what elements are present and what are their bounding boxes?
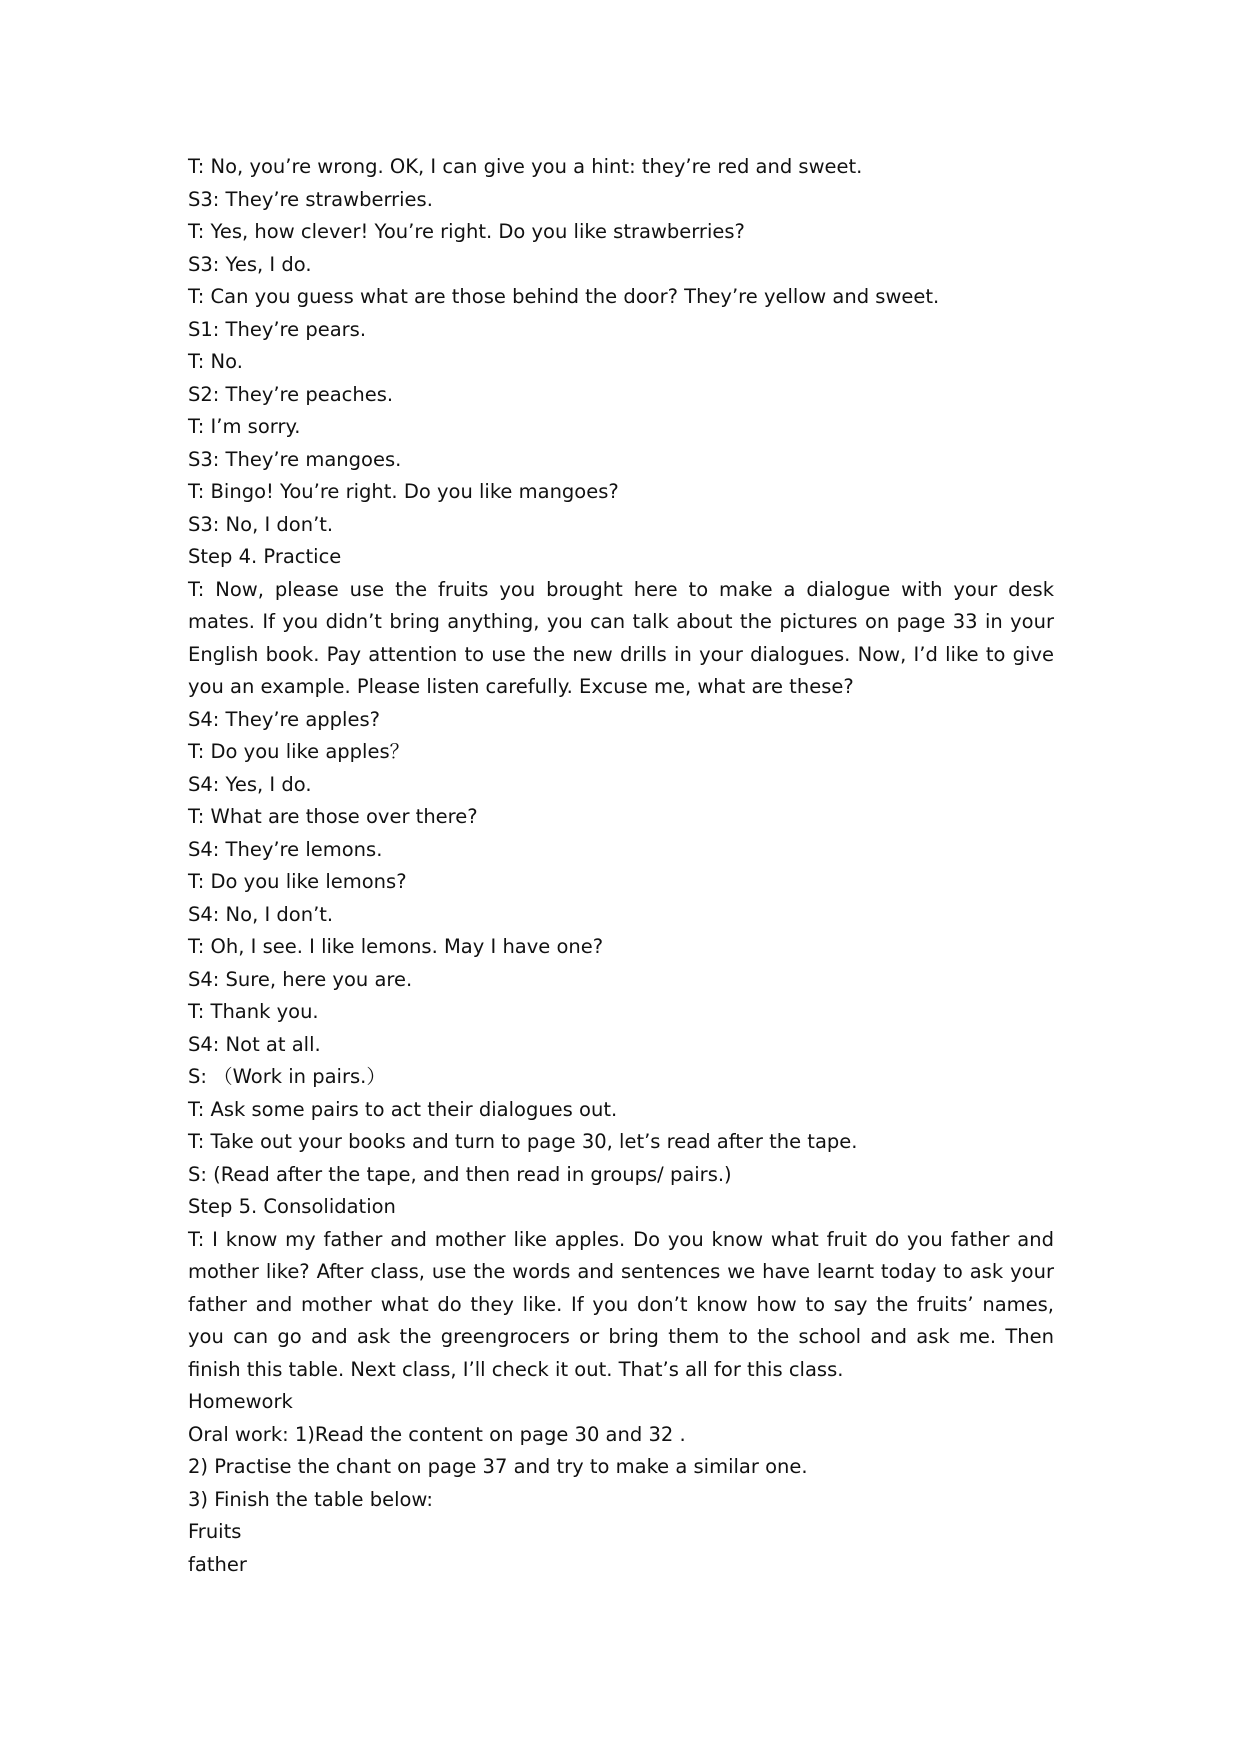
text-line: T: No, you’re wrong. OK, I can give you a hint: they’re red and sweet. — [188, 155, 863, 178]
section-heading-homework: Homework — [188, 1390, 293, 1413]
text-line: S3: They’re mangoes. — [188, 447, 402, 471]
text-line: T: What are those over there? — [188, 805, 478, 828]
text-line: T: No. — [188, 350, 243, 373]
text-line: T: Do you like lemons? — [188, 870, 407, 893]
table-row-label-fruits: Fruits — [188, 1520, 242, 1543]
text-line: T: Oh, I see. I like lemons. May I have one? — [188, 935, 604, 958]
text-line: T: I’m sorry. — [188, 415, 301, 438]
homework-block — [188, 1386, 1054, 1581]
text-line: Oral work: 1)Read the content on page 30 and 32 . — [188, 1422, 686, 1446]
document-page — [188, 151, 1054, 1581]
text-line: S4: They’re apples? — [188, 707, 380, 731]
text-line: S4: Not at all. — [188, 1032, 321, 1056]
text-line: S4: Sure, here you are. — [188, 967, 413, 991]
text-line: 2) Practise the chant on page 37 and try to make a similar one. — [188, 1455, 808, 1478]
text-line: S4: They’re lemons. — [188, 837, 383, 861]
text-line: S: （Work in pairs.） — [188, 1065, 386, 1088]
text-line: T: Yes, how clever! You’re right. Do you like strawberries? — [188, 220, 745, 243]
text-line: T: Can you guess what are those behind the door? They’re yellow and sweet. — [188, 285, 940, 308]
dialogue-block-2 — [188, 704, 1054, 1224]
text-line: S4: No, I don’t. — [188, 902, 334, 926]
text-line: T: Take out your books and turn to page 30, let’s read after the tape. — [188, 1130, 858, 1153]
text-line: S3: They’re strawberries. — [188, 187, 433, 211]
section-heading-consolidation: Step 5. Consolidation — [188, 1195, 396, 1218]
dialogue-block-1 — [188, 151, 1054, 574]
text-line: T: Bingo! You’re right. Do you like mangoes? — [188, 480, 619, 503]
text-line: S4: Yes, I do. — [188, 772, 312, 796]
table-row-label-father: father — [188, 1552, 247, 1576]
text-line: S3: Yes, I do. — [188, 252, 312, 276]
practice-paragraph: T: Now, please use the fruits you brought here to make a dialogue with your desk mates. If you didn’t bring anything, you can talk about the pictures on page 33 in your English book. Pay attention to use the new drills in your dialogues. Now, I’d like to give you an example. Please listen carefully. Excuse me, what are these? — [188, 577, 1054, 698]
text-line: S1: They’re pears. — [188, 317, 367, 341]
text-line: T: Thank you. — [188, 1000, 319, 1023]
text-line: T: Do you like apples？ — [188, 740, 410, 763]
consolidation-paragraph: T: I know my father and mother like apples. Do you know what fruit do you father and mother like? After class, use the words and sentences we have learnt today to ask your father and mother what do they like. If you don’t know how to say the fruits’ names, you can go and ask the greengrocers or bring them to the school and ask me. Then finish this table. Next class, I’ll check it out. That’s all for this class. — [188, 1227, 1054, 1381]
section-heading-practice: Step 4. Practice — [188, 545, 342, 568]
text-line: S: (Read after the tape, and then read in groups/ pairs.) — [188, 1162, 732, 1186]
text-line: S2: They’re peaches. — [188, 382, 394, 406]
text-line: T: Ask some pairs to act their dialogues out. — [188, 1097, 618, 1121]
text-line: 3) Finish the table below: — [188, 1487, 433, 1511]
text-line: S3: No, I don’t. — [188, 512, 334, 536]
